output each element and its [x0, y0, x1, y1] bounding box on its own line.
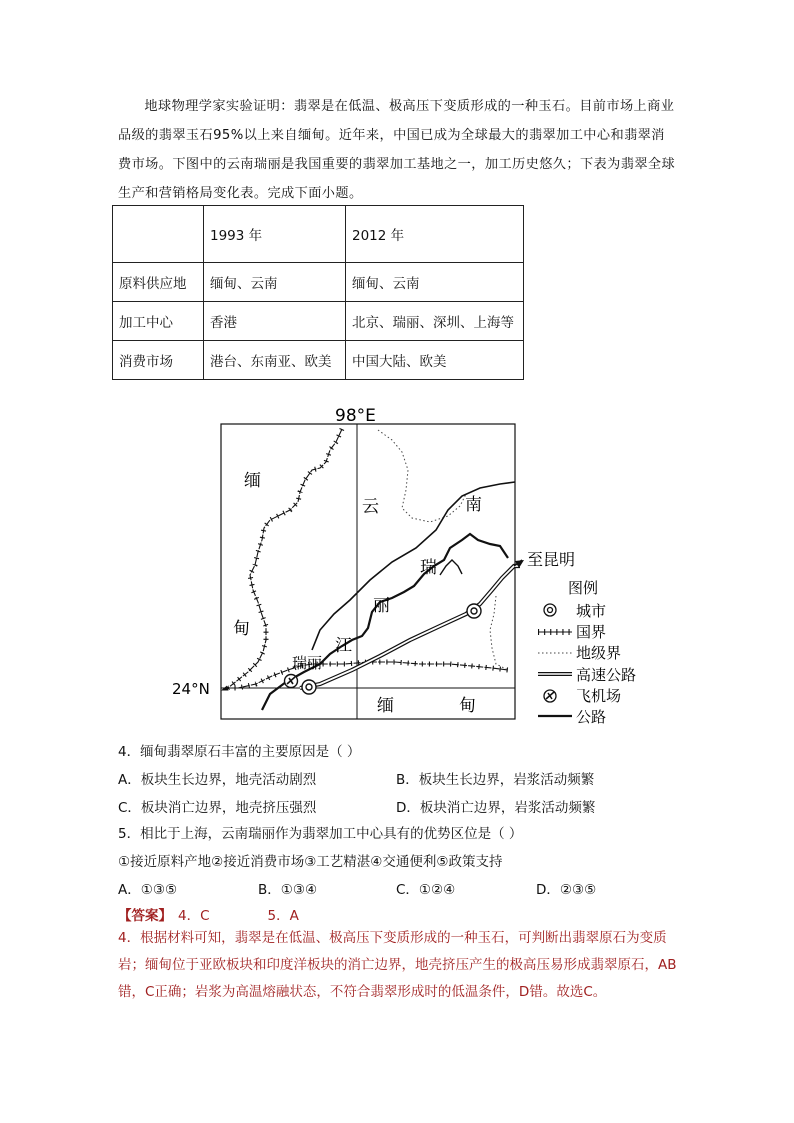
answer-line	[118, 904, 299, 924]
table-cell: 加工中心	[113, 302, 204, 341]
road	[440, 560, 462, 575]
region-label-rui: 瑞	[420, 558, 437, 578]
legend-national-border-label: 国界	[576, 623, 607, 641]
answer-4: 4．C	[178, 908, 210, 924]
q4-option-b: B．板块生长边界，岩浆活动频繁	[396, 772, 595, 788]
table-header-cell: 1993 年	[204, 206, 346, 263]
region-label-mian: 缅	[244, 471, 261, 491]
q4-option-c: C．板块消亡边界，地壳挤压强烈	[118, 800, 317, 816]
legend-prefecture-border-label: 地级界	[576, 644, 622, 662]
table-cell: 缅甸、云南	[346, 263, 524, 302]
explanation-text: 4．根据材料可知，翡翠是在低温、极高压下变质形成的一种玉石，可判断出翡翠原石为变质岩；缅甸位于亚欧板块和印度洋板块的消亡边界，地壳挤压产生的极高压易形成翡翠原石，AB错，C正确；岩浆为高温熔融状态，不符合翡翠形成时的低温条件，D错。故选C。	[118, 930, 677, 1000]
table-cell: 香港	[204, 302, 346, 341]
legend-expressway-label: 高速公路	[576, 666, 637, 684]
map-frame	[221, 424, 515, 719]
table-cell: 北京、瑞丽、深圳、上海等	[346, 302, 524, 341]
region-label-li: 丽	[373, 596, 390, 616]
prefecture-border	[378, 430, 508, 670]
q4-option-d: D．板块消亡边界，岩浆活动频繁	[396, 800, 596, 816]
region-label-yun: 云	[362, 497, 379, 517]
table-header-cell: 2012 年	[346, 206, 524, 263]
road	[312, 482, 515, 650]
city-symbol	[467, 604, 481, 618]
question-5-items: ①接近原料产地②接近消费市场③工艺精湛④交通便利⑤政策支持	[118, 854, 503, 870]
region-label-mian-south: 缅	[377, 696, 394, 716]
region-label-jiang: 江	[335, 636, 352, 656]
table-cell: 缅甸、云南	[204, 263, 346, 302]
legend-airport-icon	[544, 690, 556, 702]
airport-icon	[285, 675, 298, 688]
legend-city-icon	[544, 604, 556, 616]
legend-city-label: 城市	[576, 602, 607, 620]
legend-title: 图例	[568, 579, 599, 597]
table-cell: 原料供应地	[113, 263, 204, 302]
q5-option-c: C．①②④	[396, 882, 456, 898]
question-5-stem: 5．相比于上海，云南瑞丽作为翡翠加工中心具有的优势区位是（ ）	[118, 826, 523, 842]
expressway-inner	[300, 566, 520, 688]
to-kunming-label: 至昆明	[527, 550, 576, 569]
q5-option-d: D．②③⑤	[536, 882, 597, 898]
national-border-ticks	[228, 429, 508, 688]
city-label-ruili: 瑞丽	[292, 654, 323, 672]
legend-airport-label: 飞机场	[576, 687, 622, 705]
q5-option-a: A．①③⑤	[118, 882, 178, 898]
table-cell: 中国大陆、欧美	[346, 341, 524, 380]
city-ruili-symbol	[302, 680, 316, 694]
region-label-nan: 南	[465, 495, 482, 515]
road	[262, 534, 508, 710]
expressway	[300, 566, 520, 688]
intro-text: 地球物理学家实验证明：翡翠是在低温、极高压下变质形成的一种玉石。目前市场上商业品级的翡翠玉石95%以上来自缅甸。近年来，中国已成为全球最大的翡翠加工中心和翡翠消费市场。下图中的云南瑞丽是我国重要的翡翠加工基地之一，加工历史悠久；下表为翡翠全球生产和营销格局变化表。完成下面小题。	[118, 99, 676, 201]
answer-label: 【答案】	[118, 908, 172, 924]
latitude-label: 24°N	[172, 680, 210, 698]
legend-road-label: 公路	[576, 708, 607, 726]
question-4-stem: 4．缅甸翡翠原石丰富的主要原因是（ ）	[118, 744, 361, 760]
table-cell: 消费市场	[113, 341, 204, 380]
q4-option-a: A．板块生长边界，地壳活动剧烈	[118, 772, 317, 788]
region-label-dian: 甸	[233, 619, 250, 639]
table-cell: 港台、东南亚、欧美	[204, 341, 346, 380]
q5-option-b: B．①③④	[258, 882, 318, 898]
longitude-label: 98°E	[335, 406, 376, 426]
region-label-dian-south: 甸	[459, 696, 476, 716]
answer-5: 5．A	[267, 908, 299, 924]
national-border	[228, 429, 508, 688]
map-legend	[538, 579, 636, 726]
